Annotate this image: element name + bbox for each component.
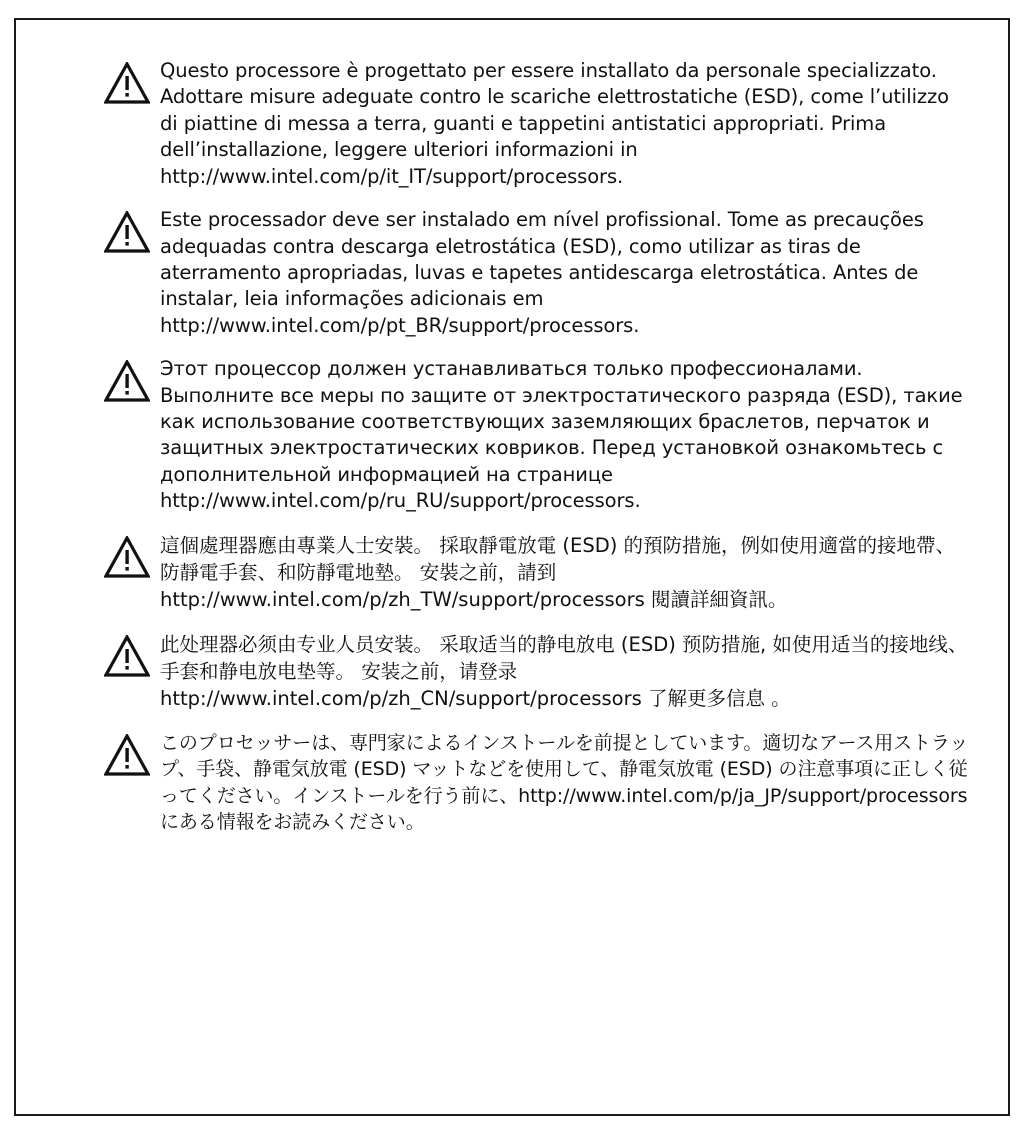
- warning-triangle-icon: [104, 211, 150, 253]
- safety-notice-portuguese: [104, 207, 970, 339]
- safety-notice-text: Este processador deve ser instalado em nível profissional. Tome as precauções adequadas contra descarga eletrostática (ESD), como utilizar as tiras de aterramento apropriadas, luvas e tapetes antidescarga eletrostática. Antes de instalar, leia informações adicionais em http://www.intel.com/p/pt_BR/support/processors.: [160, 208, 930, 337]
- safety-notice-text: Этот процессор должен устанавливаться только профессионалами. Выполните все меры по защите от электростатического разряда (ESD), такие как использование соответствующих заземляющих браслетов, перчаток и защитных электростатических ковриков. Перед установкой ознакомьтесь с дополнительной информацией на странице http://www.intel.com/p/ru_RU/support/processors.: [160, 357, 969, 513]
- warning-triangle-icon: [104, 62, 150, 104]
- safety-notice-text: Questo processore è progettato per essere installato da personale specializzato. Adottare misure adeguate contro le scariche elettrostatiche (ESD), come l’utilizzo di piattine di messa a terra, guanti e tappetini antistatici appropriati. Prima dell’installazione, leggere ulteriori informazioni in http://www.intel.com/p/it_IT/support/processors.: [160, 59, 956, 188]
- safety-notice-text: 此处理器必须由专业人员安装。 采取适当的静电放电 (ESD) 预防措施, 如使用适当的接地线、手套和静电放电垫等。 安装之前，请登录 http://www.intel.com/p/zh_CN/support/processors 了解更多信息 。: [160, 632, 968, 711]
- safety-notice-russian: [104, 356, 970, 515]
- safety-notice-simplified-chinese: [104, 631, 970, 713]
- safety-notice-italian: [104, 58, 970, 190]
- warning-triangle-icon: [104, 734, 150, 776]
- safety-notice-list: [104, 58, 974, 853]
- page-border-frame: [14, 18, 1010, 1116]
- safety-notice-text: 這個處理器應由專業人士安裝。 採取靜電放電 (ESD) 的預防措施，例如使用適當的接地帶、防靜電手套、和防靜電地墊。 安裝之前，請到 http://www.intel.com/p/zh_TW/support/processors 閱讀詳細資訊。: [160, 533, 956, 612]
- safety-notice-text: このプロセッサーは、専門家によるインストールを前提としています。適切なアース用ストラップ、手袋、静電気放電 (ESD) マットなどを使用して、静電気放電 (ESD) の注意事項に正しく従ってください。インストールを行う前に、http://www.intel.com/p/ja_JP/support/processors にある情報をお読みください。: [160, 731, 974, 834]
- safety-notice-japanese: [104, 730, 974, 836]
- safety-notice-traditional-chinese: [104, 532, 970, 614]
- warning-triangle-icon: [104, 360, 150, 402]
- warning-triangle-icon: [104, 536, 150, 578]
- warning-triangle-icon: [104, 635, 150, 677]
